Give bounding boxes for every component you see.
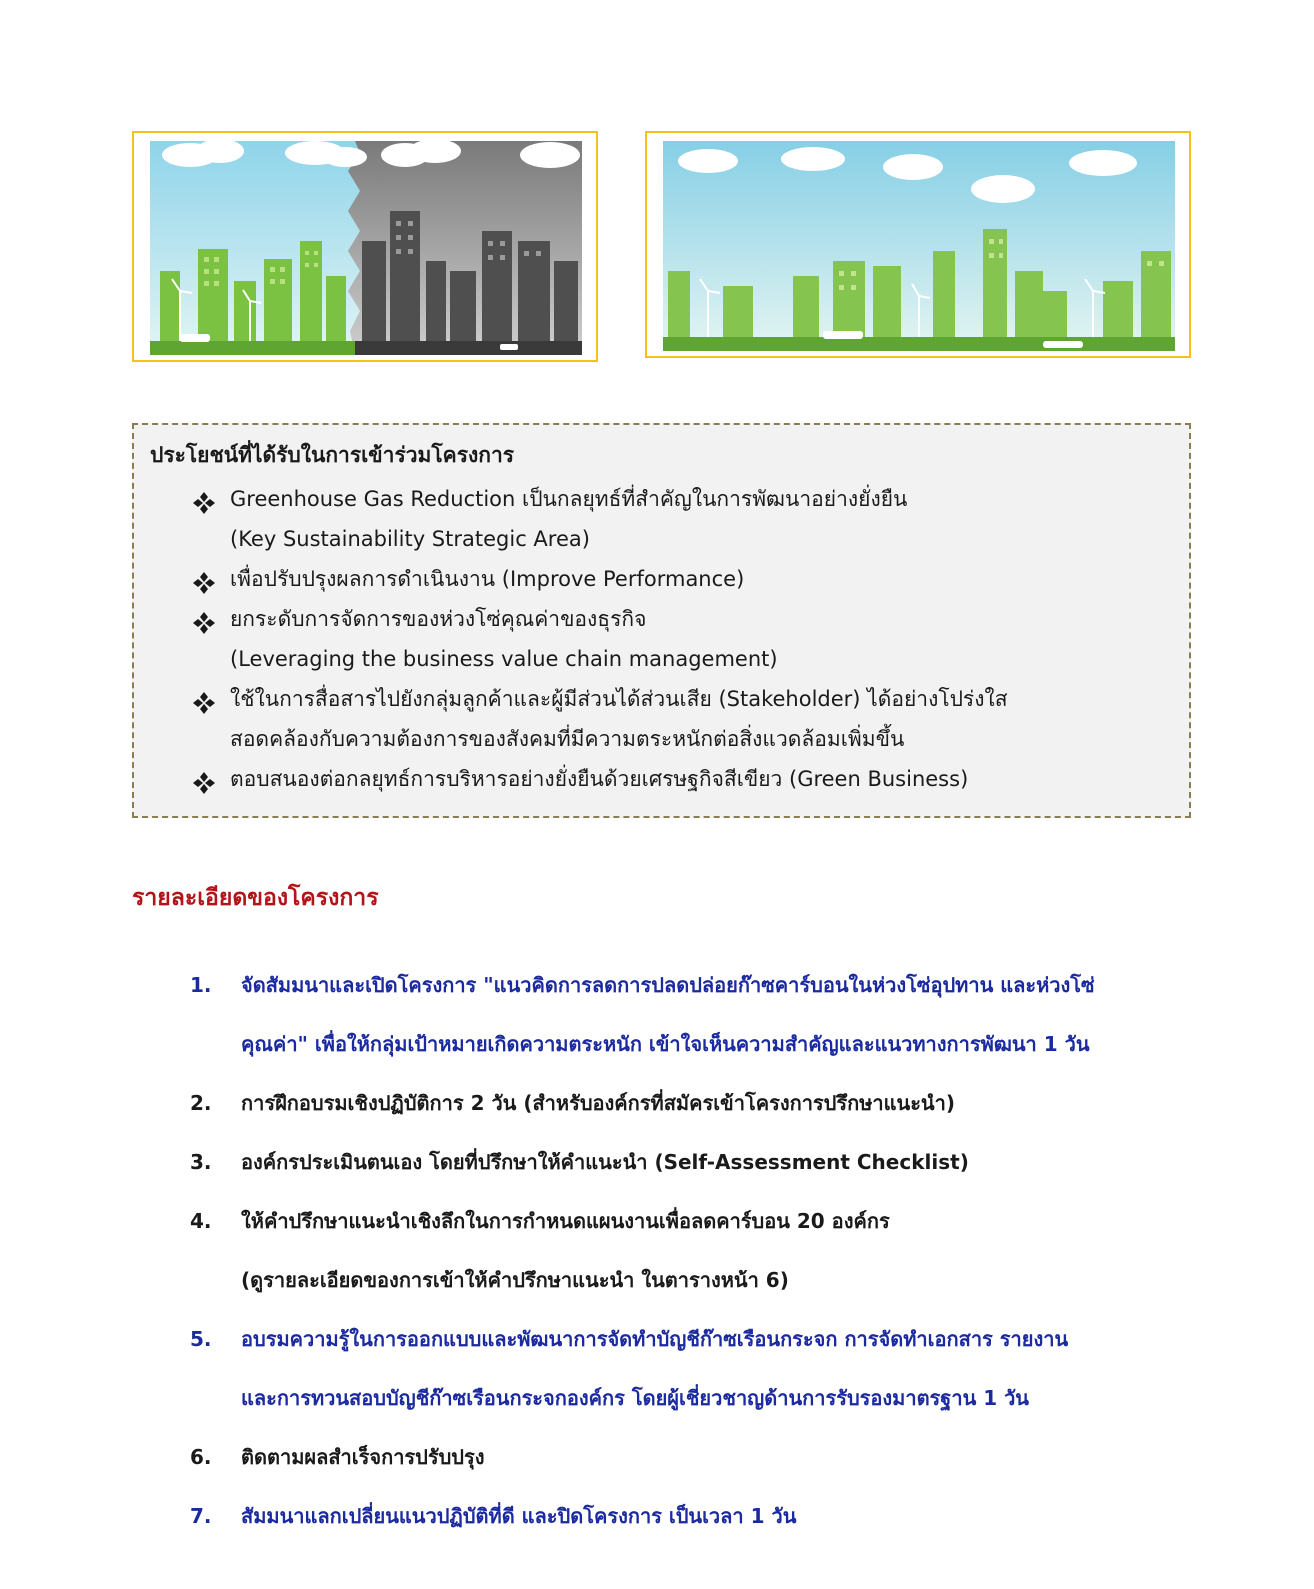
four-diamond-bullet-icon <box>192 568 216 592</box>
benefits-box <box>132 423 1191 818</box>
four-diamond-bullet-icon <box>192 688 216 712</box>
detail-item <box>190 1428 1200 1487</box>
benefit-item <box>192 599 1172 679</box>
green-city-image <box>645 131 1191 358</box>
benefit-line: ยกระดับการจัดการของห่วงโซ่คุณค่าของธุรกิจ <box>230 607 647 631</box>
benefit-list <box>192 479 1172 799</box>
benefit-line: (Key Sustainability Strategic Area) <box>230 527 590 551</box>
four-diamond-bullet-icon <box>192 768 216 792</box>
benefit-item <box>192 479 1172 559</box>
detail-number: 4. <box>190 1209 212 1233</box>
detail-item <box>190 1133 1200 1192</box>
benefit-line: (Leveraging the business value chain management) <box>230 647 778 671</box>
detail-number: 3. <box>190 1150 212 1174</box>
section-heading: รายละเอียดของโครงการ <box>132 885 379 911</box>
detail-line: ติดตามผลสำเร็จการปรับปรุง <box>241 1445 485 1469</box>
detail-line: จัดสัมมนาและเปิดโครงการ "แนวคิดการลดการปลดปล่อยก๊าซคาร์บอนในห่วงโซ่อุปทาน และห่วงโซ่ <box>241 973 1095 997</box>
detail-line: ให้คำปรึกษาแนะนำเชิงลึกในการกำหนดแผนงานเพื่อลดคาร์บอน 20 องค์กร <box>241 1209 890 1233</box>
four-diamond-bullet-icon <box>192 608 216 632</box>
detail-line: คุณค่า" เพื่อให้กลุ่มเป้าหมายเกิดความตระหนัก เข้าใจเห็นความสำคัญและแนวทางการพัฒนา 1 วัน <box>241 1032 1090 1056</box>
detail-item <box>190 1310 1200 1428</box>
detail-item <box>190 1487 1200 1546</box>
benefit-item <box>192 759 1172 799</box>
detail-item <box>190 956 1200 1074</box>
detail-line: (ดูรายละเอียดของการเข้าให้คำปรึกษาแนะนำ ในตารางหน้า 6) <box>241 1268 789 1292</box>
benefit-item <box>192 679 1172 759</box>
benefit-line: ใช้ในการสื่อสารไปยังกลุ่มลูกค้าและผู้มีส่วนได้ส่วนเสีย (Stakeholder) ได้อย่างโปร่งใส <box>230 687 1008 711</box>
detail-line: อบรมความรู้ในการออกแบบและพัฒนาการจัดทำบัญชีก๊าซเรือนกระจก การจัดทำเอกสาร รายงาน <box>241 1327 1069 1351</box>
detail-line: การฝึกอบรมเชิงปฏิบัติการ 2 วัน (สำหรับองค์กรที่สมัครเข้าโครงการปรึกษาแนะนำ) <box>241 1091 955 1115</box>
benefit-line: เพื่อปรับปรุงผลการดำเนินงาน (Improve Performance) <box>230 567 745 591</box>
detail-line: องค์กรประเมินตนเอง โดยที่ปรึกษาให้คำแนะนำ (Self-Assessment Checklist) <box>241 1150 969 1174</box>
benefit-item <box>192 559 1172 599</box>
details-list <box>190 956 1200 1546</box>
city-illustration-left <box>150 141 582 355</box>
detail-number: 7. <box>190 1504 212 1528</box>
detail-item <box>190 1192 1200 1310</box>
detail-number: 6. <box>190 1445 212 1469</box>
detail-item <box>190 1074 1200 1133</box>
benefit-line: ตอบสนองต่อกลยุทธ์การบริหารอย่างยั่งยืนด้วยเศรษฐกิจสีเขียว (Green Business) <box>230 767 969 791</box>
benefit-line: Greenhouse Gas Reduction เป็นกลยุทธ์ที่สำคัญในการพัฒนาอย่างยั่งยืน <box>230 487 908 511</box>
benefit-line: สอดคล้องกับความต้องการของสังคมที่มีความตระหนักต่อสิ่งแวดล้อมเพิ่มขึ้น <box>230 727 905 751</box>
city-illustration-right <box>663 141 1175 351</box>
polluted-vs-green-city-image <box>132 131 598 362</box>
detail-line: สัมมนาแลกเปลี่ยนแนวปฏิบัติที่ดี และปิดโครงการ เป็นเวลา 1 วัน <box>241 1504 797 1528</box>
four-diamond-bullet-icon <box>192 488 216 512</box>
benefits-title: ประโยชน์ที่ได้รับในการเข้าร่วมโครงการ <box>150 443 515 467</box>
detail-number: 1. <box>190 973 212 997</box>
detail-number: 5. <box>190 1327 212 1351</box>
detail-number: 2. <box>190 1091 212 1115</box>
detail-line: และการทวนสอบบัญชีก๊าซเรือนกระจกองค์กร โดยผู้เชี่ยวชาญด้านการรับรองมาตรฐาน 1 วัน <box>241 1386 1029 1410</box>
